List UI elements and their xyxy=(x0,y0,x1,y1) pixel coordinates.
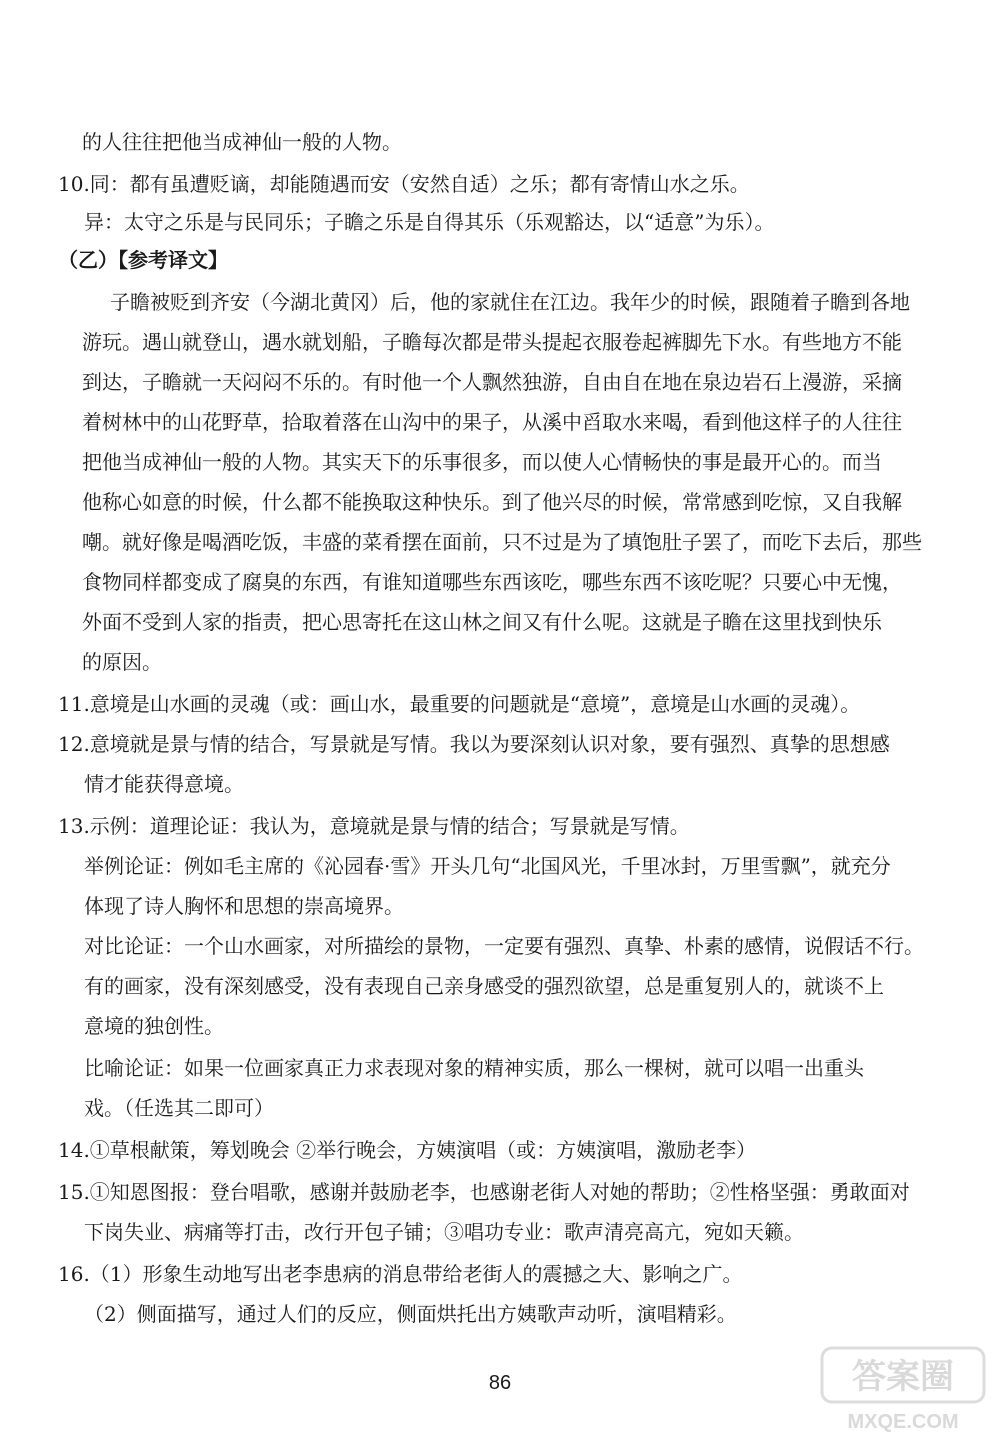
answer-12-line: 12.意境就是景与情的结合，写景就是写情。我以为要深刻认识对象，要有强烈、真挚的思想感 xyxy=(58,732,890,756)
paragraph-line: 子瞻被贬到齐安（今湖北黄冈）后，他的家就住在江边。我年少的时候，跟随着子瞻到各地 xyxy=(110,290,910,314)
answer-13-line: 13.示例：道理论证：我认为，意境就是景与情的结合；写景就是写情。 xyxy=(58,814,690,838)
text-line: 的人往往把他当成神仙一般的人物。 xyxy=(82,130,402,154)
paragraph-line: 把他当成神仙一般的人物。其实天下的乐事很多，而以使人心情畅快的事是最开心的。而当 xyxy=(82,450,882,474)
text-line: 对比论证：一个山水画家，对所描绘的景物，一定要有强烈、真挚、朴素的感情，说假话不行。 xyxy=(84,934,924,958)
text-line: 意境的独创性。 xyxy=(84,1014,224,1038)
watermark-url: MXQE.COM xyxy=(847,1411,959,1433)
text-line: 比喻论证：如果一位画家真正力求表现对象的精神实质，那么一棵树，就可以唱一出重头 xyxy=(84,1056,864,1080)
section-heading: （乙）【参考译文】 xyxy=(58,248,228,272)
watermark-title: 答案圈 xyxy=(852,1357,954,1397)
text-line: 体现了诗人胸怀和思想的崇高境界。 xyxy=(84,894,404,918)
text-line: 有的画家，没有深刻感受，没有表现自己亲身感受的强烈欲望，总是重复别人的，就谈不上 xyxy=(84,974,884,998)
answer-16-line: 16.（1）形象生动地写出老李患病的消息带给老街人的震撼之大、影响之广。 xyxy=(58,1262,743,1286)
paragraph-line: 到达，子瞻就一天闷闷不乐的。有时他一个人飘然独游，自由自在地在泉边岩石上漫游，采摘 xyxy=(82,370,902,394)
watermark-logo xyxy=(818,1344,988,1434)
answer-14-line: 14.①草根献策，筹划晚会 ②举行晚会，方姨演唱（或：方姨演唱，激励老李） xyxy=(58,1138,757,1162)
answer-11-line: 11.意境是山水画的灵魂（或：画山水，最重要的问题就是“意境”，意境是山水画的灵魂）。 xyxy=(58,692,861,716)
paragraph-line: 嘲。就好像是喝酒吃饭，丰盛的菜肴摆在面前，只不过是为了填饱肚子罢了，而吃下去后，那些 xyxy=(82,530,922,554)
page-number: 86 xyxy=(488,1372,512,1394)
text-line: 戏。（任选其二即可） xyxy=(84,1096,274,1120)
text-line: 异：太守之乐是与民同乐；子瞻之乐是自得其乐（乐观豁达，以“适意”为乐）。 xyxy=(84,210,775,234)
paragraph-line: 的原因。 xyxy=(82,650,162,674)
paragraph-line: 他称心如意的时候，什么都不能换取这种快乐。到了他兴尽的时候，常常感到吃惊，又自我解 xyxy=(82,490,902,514)
paragraph-line: 外面不受到人家的指责，把心思寄托在这山林之间又有什么呢。这就是子瞻在这里找到快乐 xyxy=(82,610,882,634)
text-line: 下岗失业、病痛等打击，改行开包子铺；③唱功专业：歌声清亮高亢，宛如天籁。 xyxy=(84,1220,804,1244)
answer-15-line: 15.①知恩图报：登台唱歌，感谢并鼓励老李，也感谢老街人对她的帮助；②性格坚强：勇敢面对 xyxy=(58,1180,910,1204)
text-line: 情才能获得意境。 xyxy=(84,772,244,796)
paragraph-line: 游玩。遇山就登山，遇水就划船，子瞻每次都是带头提起衣服卷起裤脚先下水。有些地方不能 xyxy=(82,330,902,354)
paragraph-line: 着树林中的山花野草，拾取着落在山沟中的果子，从溪中舀取水来喝，看到他这样子的人往往 xyxy=(82,410,902,434)
answer-10-line: 10.同：都有虽遭贬谪，却能随遇而安（安然自适）之乐；都有寄情山水之乐。 xyxy=(58,172,750,196)
text-line: （2）侧面描写，通过人们的反应，侧面烘托出方姨歌声动听，演唱精彩。 xyxy=(84,1302,737,1326)
paragraph-line: 食物同样都变成了腐臭的东西，有谁知道哪些东西该吃，哪些东西不该吃呢？只要心中无愧， xyxy=(82,570,902,594)
text-line: 举例论证：例如毛主席的《沁园春·雪》开头几句“北国风光，千里冰封，万里雪飘”，就充分 xyxy=(84,854,891,878)
